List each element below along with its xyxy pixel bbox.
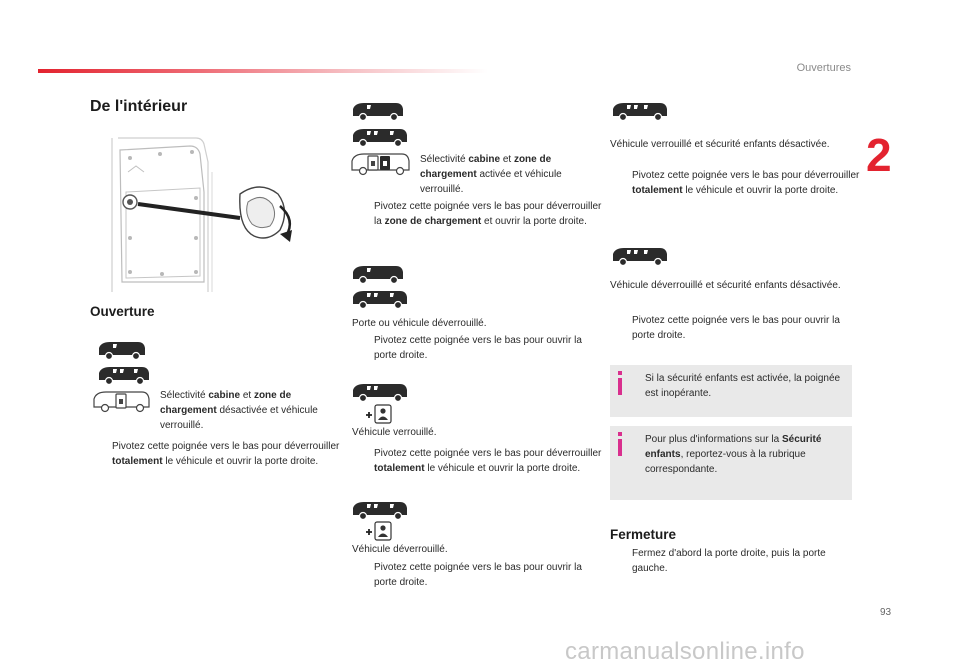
mid2-van-double-icon [350, 288, 410, 310]
right-para-1: Véhicule verrouillé et sécurité enfants désactivée. [610, 139, 830, 150]
page-number: 93 [880, 607, 892, 618]
mid-van-cabin-icon [350, 100, 406, 122]
heading-ouverture: Ouverture [90, 304, 155, 319]
mid3-van-icon [350, 381, 410, 403]
mid-para-4: Véhicule déverrouillé. [352, 544, 448, 555]
right-van-icon-2 [610, 245, 670, 267]
mid-bullet-3: Pivotez cette poignée vers le bas pour déverrouiller totalement le véhicule et ouvrir la porte droite. [374, 448, 602, 474]
chapter-number: 2 [866, 129, 892, 181]
mid-para-2: Porte ou véhicule déverrouillé. [352, 318, 487, 329]
van-cabin-icon [96, 339, 148, 361]
van-double-door-icon [96, 364, 152, 386]
info-note-2 [610, 426, 852, 500]
heading-fermeture: Fermeture [610, 527, 677, 542]
mid4-van-icon [350, 499, 410, 521]
mid-selectivity-text: Sélectivité cabine et zone de chargement activée et véhicule verrouillé. [420, 154, 562, 195]
right-bullet-1: Pivotez cette poignée vers le bas pour déverrouiller totalement le véhicule et ouvrir la porte droite. [632, 170, 860, 196]
right-bullet-3: Fermez d'abord la porte droite, puis la porte gauche. [632, 548, 826, 574]
van-cargo-lock-icon [90, 389, 152, 413]
mid-bullet-2: Pivotez cette poignée vers le bas pour ouvrir la porte droite. [374, 335, 582, 361]
right-van-icon-1 [610, 100, 670, 122]
watermark: carmanualsonline.info [565, 638, 805, 665]
page-title: De l'intérieur [90, 98, 188, 115]
mid4-child-lock-icon [364, 520, 394, 542]
right-bullet-2: Pivotez cette poignée vers le bas pour ouvrir la porte droite. [632, 315, 840, 341]
mid-van-double-icon [350, 126, 410, 148]
right-para-2: Véhicule déverrouillé et sécurité enfants désactivée. [610, 280, 841, 291]
mid-bullet-1: Pivotez cette poignée vers le bas pour déverrouiller la zone de chargement et ouvrir la porte droite. [374, 201, 602, 227]
info-icon [618, 432, 622, 456]
mid-para-3: Véhicule verrouillé. [352, 427, 437, 438]
info-icon [618, 371, 622, 395]
door-handle-illustration [100, 132, 300, 294]
info-note-2-text: Pour plus d'informations sur la Sécurité enfants, reportez-vous à la rubrique correspondante. [645, 434, 822, 475]
info-note-1-text: Si la sécurité enfants est activée, la poignée est inopérante. [645, 373, 841, 399]
mid3-child-lock-icon [364, 403, 394, 425]
left-selectivity-text: Sélectivité cabine et zone de chargement désactivée et véhicule verrouillé. [160, 390, 318, 431]
info-note-1 [610, 365, 852, 417]
header-accent-bar [38, 69, 488, 73]
mid-van-cargo-lock-icon [348, 151, 412, 177]
mid-bullet-4: Pivotez cette poignée vers le bas pour ouvrir la porte droite. [374, 562, 582, 588]
mid2-van-cabin-icon [350, 263, 406, 285]
left-bullet: Pivotez cette poignée vers le bas pour déverrouiller totalement le véhicule et ouvrir la porte droite. [112, 441, 340, 467]
section-title: Ouvertures [796, 62, 851, 74]
